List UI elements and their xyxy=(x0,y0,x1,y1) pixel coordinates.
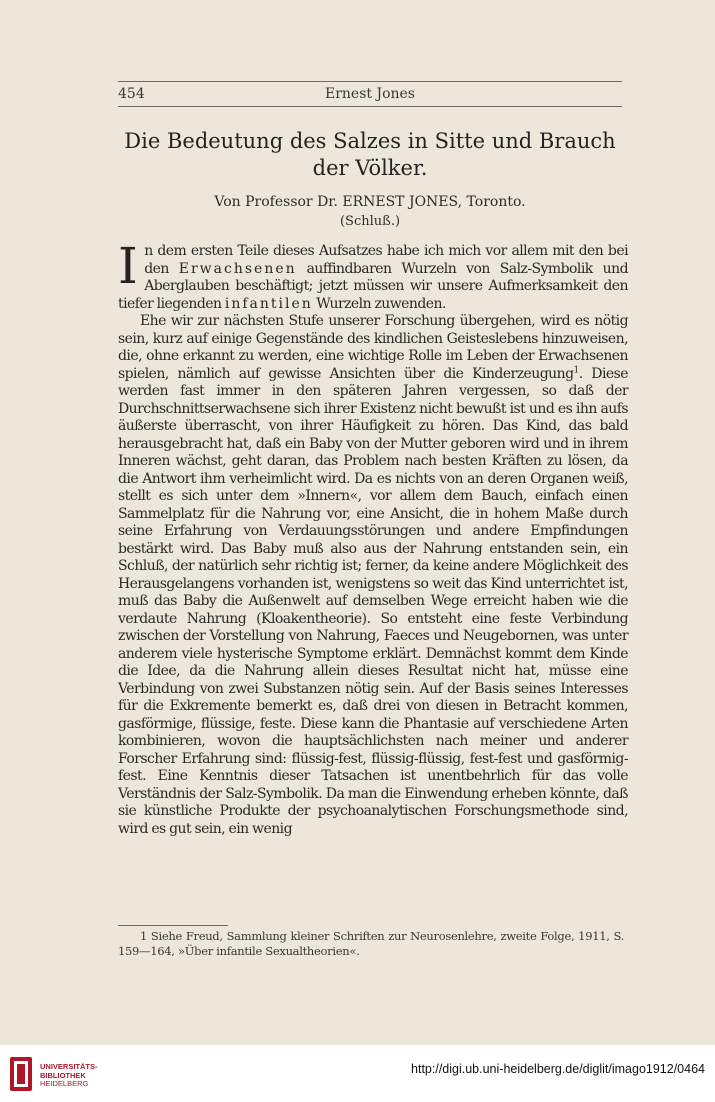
paragraph-2 xyxy=(118,313,628,838)
drop-cap: I xyxy=(118,237,138,295)
footnote-reference[interactable]: 1 xyxy=(573,364,579,375)
header-rule xyxy=(118,106,622,107)
p1-part-a: n dem ersten Teile dieses Aufsatzes habe ich mich vor allem mit den bei den xyxy=(144,243,628,277)
title-line-1: Die Bedeutung des Salzes in Sitte und Brauch xyxy=(124,129,616,153)
title-line-2: der Völker. xyxy=(312,156,428,180)
spaced-word-infantilen: infantilen xyxy=(224,295,313,312)
continuation-note: (Schluß.) xyxy=(339,214,401,229)
p2-part-b: . Diese werden fast immer in den späteren Jahren vergessen, so daß der Durchschnittserwachsene sich ihrer Existenz nicht bewußt ist und es ihn aufs äußerste überrascht, von ihrer Häufigkeit zu hören. Das Kind, das bald herausgebracht hat, daß ein Baby von der Mutter geboren wird und in ihrem Inneren wächst, geht daran, das Problem nach besten Kräften zu lösen, da die Antwort ihm verheimlicht wird. Da es nichts von an deren Organen weiß, stellt es sich unter dem »Innern«, vor allem dem Bauch, einfach einen Sammelplatz für die Nahrung vor, eine Ansicht, die in hohem Maße durch seine Erfahrung von Verdauungsstörungen und andere Empfindungen bestärkt wird. Das Baby muß also aus der Nahrung entstanden sein, ein Schluß, der natürlich sehr richtig ist; ferner, da keine andere Möglichkeit des Herausgelangens vorhanden ist, wenigstens so weit das Kind unterrichtet ist, muß das Baby die Außenwelt auf demselben Wege erreicht haben wie die verdaute Nahrung (Kloakentheorie). So entsteht eine feste Verbindung zwischen der Vorstellung von Nahrung, Faeces und Neugebornen, was unter anderem viele hysterische Symptome erklärt. Demnächst kommt dem Kinde die Idee, da die Nahrung allein dieses Resultat nicht hat, müsse eine Verbindung von zwei Substanzen nötig sein. Auf der Basis seines Interesses für die Exkremente bemerkt es, daß drei von diesen in Betracht kommen, gasförmige, flüssige, feste. Diese kann die Phantasie auf verschiedene Arten kombinieren, wovon die hauptsächlichsten nach meiner und anderer Forscher Erfahrung sind: flüssig-fest, flüssig-flüssig, fest-fest und gasförmig-fest. Eine Kenntnis dieser Tatsachen ist unentbehrlich für das volle Verständnis der Salz-Symbolik. Da man die Einwendung erheben könnte, daß sie künstliche Produkte der psychoanalytischen Forschungsmethode sind, wird es gut sein, ein wenig xyxy=(118,365,628,837)
running-header xyxy=(118,86,622,106)
paragraph-1 xyxy=(118,237,628,313)
running-head: Ernest Jones xyxy=(324,86,415,102)
footnote xyxy=(118,929,624,959)
p1-part-b: auffindbaren Wurzeln von Salz-Symbolik und Aberglauben beschäftigt; jetzt müssen wir unsere Aufmerksamkeit den tiefer liegenden xyxy=(118,260,628,312)
page-number: 454 xyxy=(118,86,145,102)
article-title xyxy=(118,128,622,182)
top-rule xyxy=(118,81,622,82)
library-name-line-3: HEIDELBERG xyxy=(40,1079,89,1088)
p2-part-a: Ehe wir zur nächsten Stufe unserer Forschung übergehen, wird es nötig sein, kurz auf einige Gegenstände des kindlichen Geisteslebens hinzuweisen, die, ohne erkannt zu werden, eine wichtige Rolle im Leben der Erwachsenen spielen, nämlich auf gewisse Ansichten über die Kinderzeugung xyxy=(118,313,628,382)
library-footer xyxy=(0,1045,715,1102)
footnote-text: 1 Siehe Freud, Sammlung kleiner Schriften zur Neurosenlehre, zweite Folge, 1911, S. 159—164, »Über infantile Sexualtheorien«. xyxy=(118,929,624,958)
library-name-line-1: UNIVERSITÄTS- xyxy=(40,1062,98,1071)
footnote-rule xyxy=(118,925,228,926)
library-name-line-2: BIBLIOTHEK xyxy=(40,1070,86,1080)
author-line: Von Professor Dr. ERNEST JONES, Toronto. xyxy=(214,194,526,210)
permalink-url[interactable]: http://digi.ub.uni-heidelberg.de/diglit/imago1912/0464 xyxy=(411,1062,705,1076)
library-name xyxy=(40,1063,98,1089)
p1-part-c: Wurzeln zuwenden. xyxy=(316,295,446,312)
body-text xyxy=(118,237,628,838)
library-logo-icon[interactable] xyxy=(8,1055,34,1093)
spaced-word-erwachsenen: Erwachsenen xyxy=(178,260,297,277)
